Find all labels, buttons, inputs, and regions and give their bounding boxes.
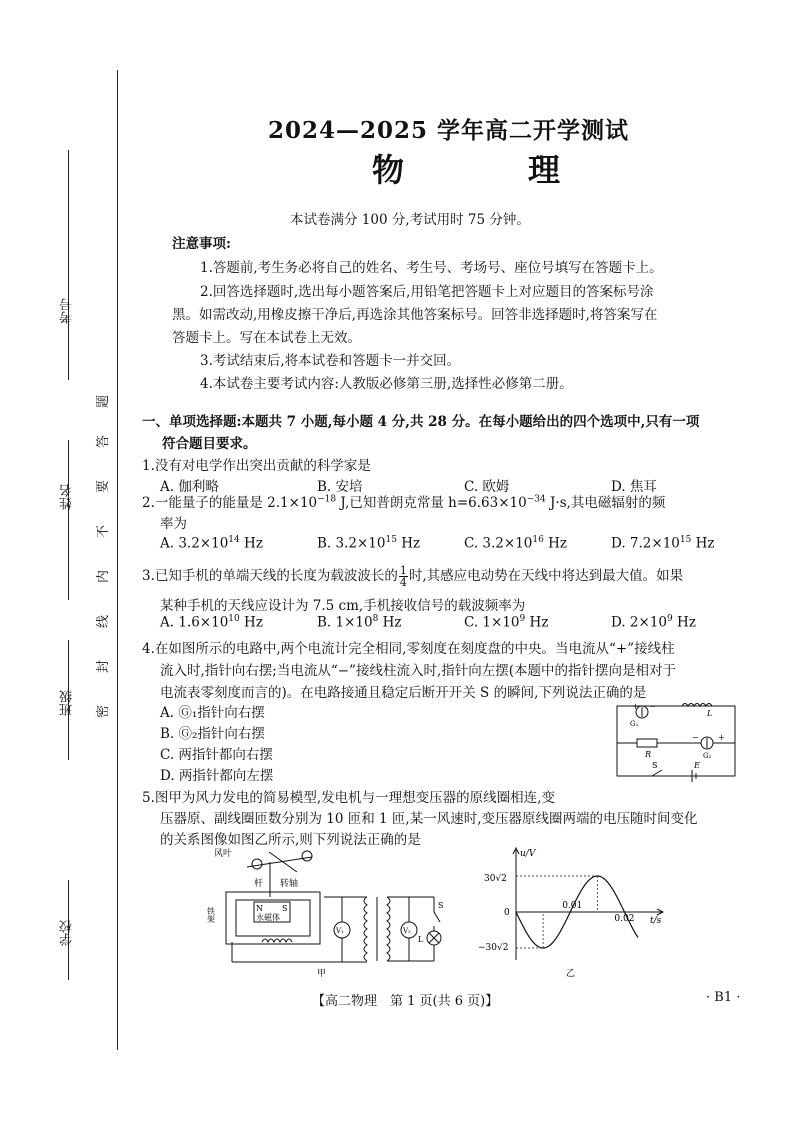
stem-part: 2.一能量子的能量是 2.1×10 [142, 495, 318, 511]
binding-line [117, 70, 118, 1050]
exponent: −34 [526, 494, 546, 505]
question-stem: 5.图甲为风力发电的简易模型,发电机与一理想变压器的原线圈相连,变 [142, 790, 555, 806]
question-stem: 某种手机的天线应设计为 7.5 cm,手机接收信号的载波频率为 [160, 598, 526, 614]
exponent: 15 [385, 535, 397, 545]
option-a: A. Ⓖ₁指针向右摆 [160, 705, 265, 721]
v2-label: V₂ [403, 927, 411, 935]
exam-title: 2024—2025 学年高二开学测试 [268, 117, 630, 144]
seal-char: 要 [96, 479, 112, 494]
seal-char: 题 [96, 394, 112, 409]
option-d: D. 两指针都向左摆 [160, 768, 274, 784]
option-a [160, 535, 263, 552]
y-tick-bottom: −30√2 [478, 943, 509, 953]
option-label: B. 1×10 [317, 614, 373, 631]
question-stem: 率为 [160, 516, 187, 532]
blade-tip [302, 851, 312, 861]
kaohao-underline [68, 150, 69, 380]
exponent: 9 [667, 614, 673, 624]
question-stem: 电流表零刻度而言的)。在电路接通且稳定后断开开关 S 的瞬间,下列说法正确的是 [160, 685, 647, 701]
option-b: B. Ⓖ₂指针向右摆 [160, 726, 265, 742]
option-label: A. 1.6×10 [160, 614, 229, 631]
option-a: A. 伽利略 [160, 479, 219, 495]
option-a [160, 614, 263, 631]
notice-item: 答题卡上。写在本试卷上无效。 [172, 330, 361, 346]
unit: Hz [691, 535, 715, 552]
x-tick-2: 0.02 [614, 914, 635, 924]
question-stem: 的关系图像如图乙所示,则下列说法正确的是 [160, 832, 421, 848]
stem-part: J·s,其电磁辐射的频 [545, 495, 666, 511]
option-b [317, 614, 402, 631]
lamp-label: L [418, 935, 424, 944]
option-label: B. 3.2×10 [317, 535, 386, 552]
g2-label: G₂ [703, 752, 712, 760]
side-label-name: 姓名 [60, 484, 75, 510]
g1-minus: − [649, 702, 656, 711]
exponent: 10 [228, 614, 240, 624]
unit: Hz [378, 614, 402, 631]
exponent: −18 [317, 494, 337, 505]
frame-label: 铁架 [206, 907, 216, 923]
q4-circuit-figure [612, 700, 742, 782]
generator-coil [262, 939, 292, 942]
q5-generator-figure [206, 842, 452, 979]
option-d: D. 焦耳 [611, 479, 657, 495]
option-label: D. 7.2×10 [611, 535, 680, 552]
seal-char: 线 [96, 614, 112, 629]
y-axis-label: u/V [520, 849, 536, 859]
section-heading: 符合题目要求。 [162, 436, 257, 452]
battery-label: E [694, 761, 700, 770]
unit: Hz [543, 535, 568, 552]
secondary-coil [387, 897, 390, 961]
option-b: B. 安培 [317, 479, 363, 495]
question-stem: 流入时,指针向右摆;当电流从“−”接线柱流入时,指针向左摆(本题中的指针摆向是相对于 [160, 663, 677, 679]
side-label-kaohao: 考号 [60, 298, 75, 324]
exponent: 15 [679, 535, 692, 545]
page-footer: 【高二物理 第 1 页(共 6 页)】 [312, 994, 499, 1009]
switch-lever [434, 912, 440, 922]
switch-label: S [438, 901, 444, 910]
y-tick-top: 30√2 [484, 874, 507, 884]
blade-label: 风叶 [214, 849, 233, 859]
seal-char: 封 [96, 659, 112, 674]
exponent: 14 [228, 535, 240, 545]
notice-item: 4.本试卷主要考试内容:人教版必修第三册,选择性必修第二册。 [200, 376, 573, 392]
switch-lever [652, 770, 662, 776]
option-b [317, 535, 420, 552]
fraction-numerator: 1 [399, 564, 407, 577]
notice-item: 2.回答选择题时,选出每小题答案后,用铅笔把答题卡上对应题目的答案标号涂 [200, 284, 654, 300]
axis-label: 转轴 [280, 879, 299, 889]
unit: Hz [672, 614, 696, 631]
subject-title: 物 理 [372, 151, 607, 189]
rod-label: 杆 [254, 879, 264, 889]
blade [269, 852, 297, 872]
q5-voltage-chart [478, 842, 668, 980]
pole-s: S [282, 904, 288, 913]
seal-char: 内 [96, 569, 112, 584]
question-stem: 4.在如图所示的电路中,两个电流计完全相同,零刻度在刻度盘的中央。当电流从“+”接线柱 [142, 641, 675, 657]
notice-item: 3.考试结束后,将本试卷和答题卡一并交回。 [200, 353, 461, 369]
g2-minus: − [692, 733, 699, 742]
origin-label: 0 [504, 908, 510, 918]
option-label: D. 2×10 [611, 614, 668, 631]
fraction [399, 565, 408, 588]
notice-heading: 注意事项: [172, 236, 231, 252]
exponent: 9 [519, 614, 526, 624]
option-c: C. 欧姆 [464, 479, 510, 495]
unit: Hz [239, 535, 263, 552]
intro-text: 本试卷满分 100 分,考试用时 75 分钟。 [290, 212, 530, 228]
option-c: C. 两指针都向右摆 [160, 747, 273, 763]
exponent: 8 [372, 614, 379, 624]
stem-part: 3.已知手机的单端天线的长度为载波波长的 [142, 568, 398, 584]
option-d [611, 535, 715, 552]
question-stem: 1.没有对电学作出突出贡献的科学家是 [142, 458, 371, 474]
stem-part: 时,其感应电动势在天线中将达到最大值。如果 [408, 568, 684, 584]
option-c [464, 614, 548, 631]
notice-item: 黑。如需改动,用橡皮擦干净后,再选涂其他答案标号。回答非选择题时,将答案写在 [172, 307, 658, 323]
option-c [464, 535, 567, 552]
fraction-denominator: 4 [399, 576, 407, 589]
primary-coil [364, 897, 367, 961]
x-tick-1: 0.01 [562, 901, 583, 911]
option-d [611, 614, 696, 631]
name-underline [68, 440, 69, 600]
stem-part: J,已知普朗克常量 h=6.63×10 [336, 495, 527, 511]
unit: Hz [239, 614, 263, 631]
side-label-school: 学校 [60, 920, 75, 946]
g2-plus: + [718, 733, 725, 742]
option-label: C. 1×10 [464, 614, 520, 631]
blade-tip [252, 859, 262, 869]
section-heading: 一、单项选择题:本题共 7 小题,每小题 4 分,共 28 分。在每小题给出的四个选项中,只有一项 [142, 414, 700, 430]
inductor-label: L [707, 709, 713, 718]
g1-plus: + [632, 702, 639, 711]
seal-char: 密 [96, 704, 112, 719]
option-label: A. 3.2×10 [160, 535, 229, 552]
question-stem: 压器原、副线圈匝数分别为 10 匝和 1 匝,某一风速时,变压器原线圈两端的电压随时间变化 [160, 811, 698, 827]
unit: Hz [525, 614, 549, 631]
unit: Hz [396, 535, 421, 552]
v1-label: V₁ [336, 927, 344, 935]
figure-caption: 甲 [317, 969, 327, 979]
pole-n: N [256, 904, 263, 913]
resistor [637, 739, 657, 747]
notice-item: 1.答题前,考生务必将自己的姓名、考生号、考场号、座位号填写在答题卡上。 [200, 260, 663, 276]
page-code: · B1 · [706, 990, 741, 1005]
resistor-label: R [645, 750, 652, 759]
exponent: 16 [532, 535, 544, 545]
side-label-class: 班级 [60, 690, 75, 716]
magnet-label: 永磁体 [256, 913, 280, 922]
question-stem [142, 564, 683, 588]
question-stem [142, 491, 665, 511]
figure-caption: 乙 [566, 969, 576, 979]
x-axis-label: t/s [650, 916, 662, 926]
switch-label: S [652, 761, 658, 770]
seal-char: 不 [96, 524, 112, 539]
g1-label: G₁ [630, 720, 639, 728]
seal-char: 答 [96, 434, 112, 449]
option-label: C. 3.2×10 [464, 535, 533, 552]
